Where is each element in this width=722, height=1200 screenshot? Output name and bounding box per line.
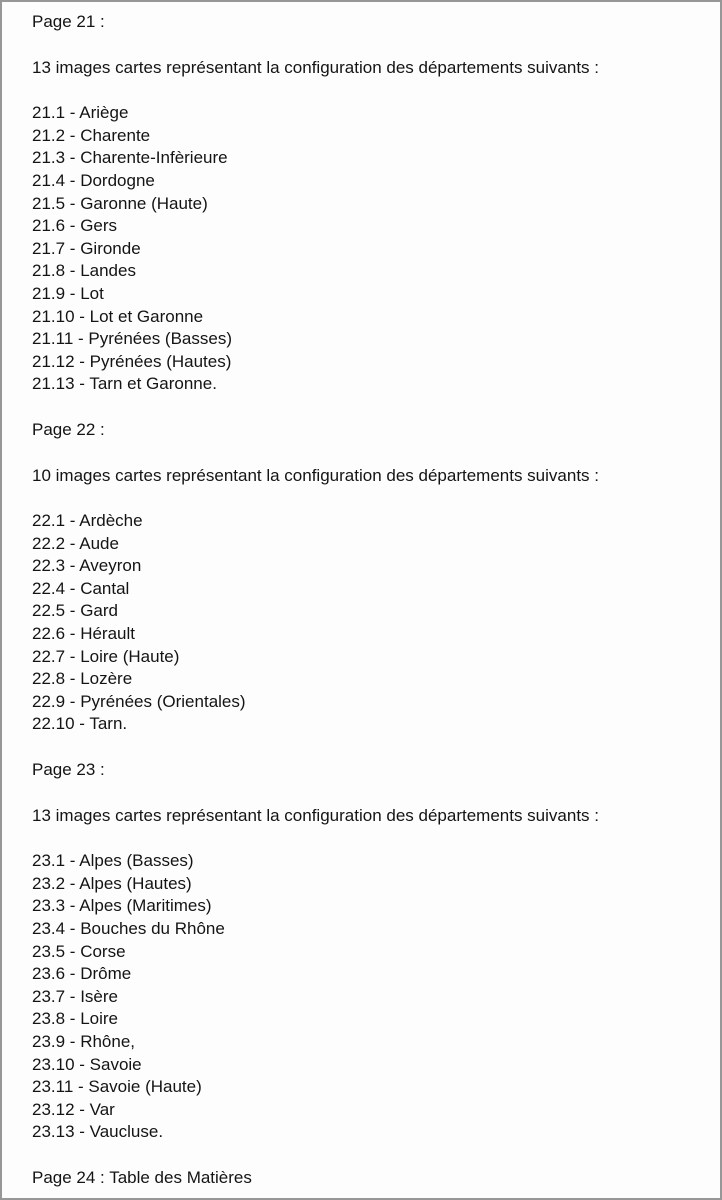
department-item: 22.5 - Gard: [32, 601, 118, 621]
department-item: 23.2 - Alpes (Hautes): [32, 873, 192, 893]
department-item: 21.10 - Lot et Garonne: [32, 306, 204, 326]
department-item: 23.10 - Savoie: [32, 1054, 142, 1074]
page-section: [32, 759, 696, 1144]
department-item: 23.8 - Loire: [32, 1009, 118, 1029]
department-item: 21.8 - Landes: [32, 261, 136, 281]
page-heading: Page 22 :: [32, 419, 105, 439]
department-item: 21.2 - Charente: [32, 125, 151, 145]
page-heading: Page 23 :: [32, 760, 105, 780]
department-item: 23.4 - Bouches du Rhône: [32, 919, 225, 938]
department-item: 22.4 - Cantal: [32, 578, 130, 598]
department-item: 22.2 - Aude: [32, 533, 119, 553]
department-list: [32, 510, 696, 736]
department-item: 22.7 - Loire (Haute): [32, 646, 180, 666]
page-heading: Page 21 :: [32, 12, 105, 31]
department-list: [32, 850, 696, 1144]
section-intro: 10 images cartes représentant la configuration des départements suivants :: [32, 465, 599, 485]
department-item: 23.5 - Corse: [32, 941, 126, 961]
department-item: 22.9 - Pyrénées (Orientales): [32, 691, 246, 711]
department-item: 21.3 - Charente-Infèrieure: [32, 148, 228, 168]
department-item: 22.6 - Hérault: [32, 624, 135, 644]
department-item: 23.9 - Rhône,: [32, 1031, 136, 1051]
department-item: 22.10 - Tarn.: [32, 714, 128, 734]
department-item: 21.4 - Dordogne: [32, 170, 155, 190]
department-item: 21.1 - Ariège: [32, 103, 129, 123]
department-item: 21.13 - Tarn et Garonne.: [32, 374, 217, 394]
section-intro: 13 images cartes représentant la configuration des départements suivants :: [32, 57, 599, 77]
department-item: 23.1 - Alpes (Basses): [32, 851, 194, 871]
page-section: [32, 419, 696, 736]
section-intro: 13 images cartes représentant la configuration des départements suivants :: [32, 805, 599, 825]
sections-container: [32, 11, 696, 1190]
page-section: [32, 1167, 696, 1190]
department-item: 21.11 - Pyrénées (Basses): [32, 329, 232, 349]
department-item: 21.6 - Gers: [32, 216, 118, 236]
department-item: 23.7 - Isère: [32, 986, 118, 1006]
department-item: 23.3 - Alpes (Maritimes): [32, 896, 212, 916]
department-item: 22.1 - Ardèche: [32, 511, 143, 531]
page-section: [32, 11, 696, 396]
department-item: 22.3 - Aveyron: [32, 556, 142, 576]
department-list: [32, 102, 696, 396]
department-item: 23.11 - Savoie (Haute): [32, 1077, 202, 1097]
department-item: 21.5 - Garonne (Haute): [32, 193, 208, 213]
department-item: 21.12 - Pyrénées (Hautes): [32, 351, 232, 371]
department-item: 21.7 - Gironde: [32, 238, 141, 258]
department-item: 23.13 - Vaucluse.: [32, 1122, 164, 1142]
page-heading: Page 24 : Table des Matières: [32, 1167, 252, 1187]
department-item: 23.6 - Drôme: [32, 964, 132, 984]
department-item: 21.9 - Lot: [32, 283, 104, 303]
department-item: 23.12 - Var: [32, 1099, 115, 1119]
department-item: 22.8 - Lozère: [32, 669, 133, 689]
